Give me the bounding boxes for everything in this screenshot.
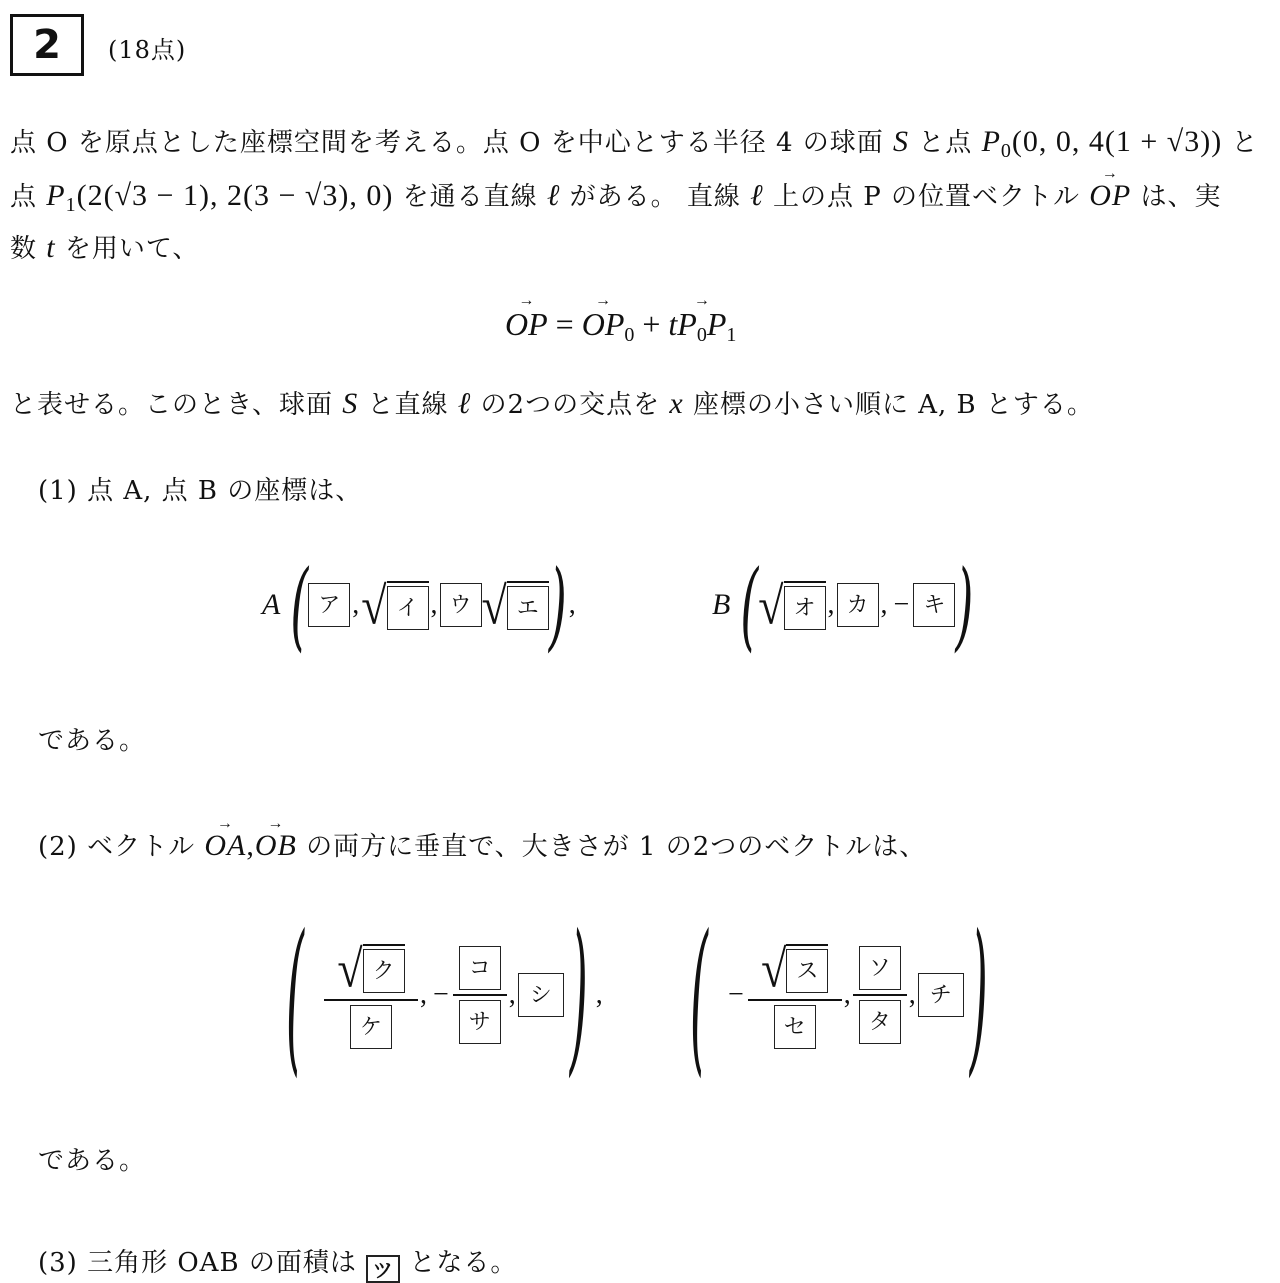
answer-box-ku[interactable]: ク bbox=[363, 949, 405, 993]
point-p1: $P_1(2(√3 - 1)$, 2(3 − √3), 0) bbox=[46, 179, 394, 216]
answer-box-se[interactable]: セ bbox=[774, 1005, 816, 1049]
answer-box-a[interactable]: ア bbox=[308, 583, 350, 627]
sqrt-i: √ イ bbox=[361, 579, 428, 632]
answer-box-so[interactable]: ソ bbox=[859, 946, 901, 990]
point-b-coordinates: B ( √ オ , カ , − キ ) bbox=[712, 548, 974, 662]
part2-prompt: (2) ベクトル → OA,→ OB の両方に垂直で、大きさが 1 の2つのベクトルは、 bbox=[38, 826, 926, 863]
point-a-coordinates: A ( ア , √ イ , ウ √ エ ) , bbox=[262, 548, 576, 662]
sqrt-o: √ オ bbox=[758, 579, 825, 632]
sphere-symbol: S bbox=[893, 125, 910, 158]
unit-vector-1: ( $\frac{\text{√ ク}}{\text{ケ}}$ , − $\frac{\text{コ}}{\text{サ}}$ , シ ) , bbox=[286, 897, 603, 1093]
answer-box-e[interactable]: エ bbox=[507, 586, 549, 630]
points-label: (18点) bbox=[108, 36, 187, 64]
intro-line-1: 点 O を原点とした座標空間を考える。点 O を中心とする半径 4 の球面 S と点 $P_0(0$, 0, 4(1 + √3)) と bbox=[10, 125, 1259, 162]
intersection-sentence: と表せる。このとき、球面 S と直線 ℓ の2つの交点を x 座標の小さい順に A, B とする。 bbox=[10, 387, 1094, 420]
answer-box-ki[interactable]: キ bbox=[913, 583, 955, 627]
vector-op: → OP bbox=[1089, 179, 1131, 213]
part2-closing: である。 bbox=[38, 1146, 147, 1176]
unit-vector-2: ( − $\frac{\text{√ ス}}{\text{セ}}$ , $\frac{\text{ソ}}{\text{タ}}$ , チ ) bbox=[690, 897, 988, 1093]
sqrt-e: √ エ bbox=[482, 579, 549, 632]
answer-box-ko[interactable]: コ bbox=[459, 946, 501, 990]
answer-box-o[interactable]: オ bbox=[784, 586, 826, 630]
question-number-box: 2 bbox=[10, 14, 84, 76]
answer-box-ke[interactable]: ケ bbox=[350, 1005, 392, 1049]
intro-line-2: 点 $P_1(2(√3 - 1)$, 2(3 − √3), 0) を通る直線 ℓ がある。 直線 ℓ 上の点 P の位置ベクトル → OP は、実 bbox=[10, 176, 1222, 217]
answer-box-tsu[interactable]: ツ bbox=[366, 1255, 400, 1283]
answer-box-shi[interactable]: シ bbox=[518, 973, 564, 1017]
answer-box-u[interactable]: ウ bbox=[440, 583, 482, 627]
part1-prompt: (1) 点 A, 点 B の座標は、 bbox=[38, 476, 363, 506]
intro-line-3: 数 t を用いて、 bbox=[10, 231, 200, 264]
answer-box-ta[interactable]: タ bbox=[859, 1000, 901, 1044]
answer-box-ka[interactable]: カ bbox=[837, 583, 879, 627]
answer-box-su[interactable]: ス bbox=[786, 949, 828, 993]
answer-box-chi[interactable]: チ bbox=[918, 973, 964, 1017]
answer-box-i[interactable]: イ bbox=[387, 586, 429, 630]
part3-prompt: (3) 三角形 OAB の面積は ツ となる。 bbox=[38, 1248, 518, 1282]
part1-closing: である。 bbox=[38, 726, 147, 756]
answer-box-sa[interactable]: サ bbox=[459, 1000, 501, 1044]
point-p0: $P_0(0$, 0, 4(1 + √3)) bbox=[981, 125, 1223, 162]
vector-equation: → OP = → $OP_0 + t\to P_0P_1$ bbox=[505, 306, 736, 347]
